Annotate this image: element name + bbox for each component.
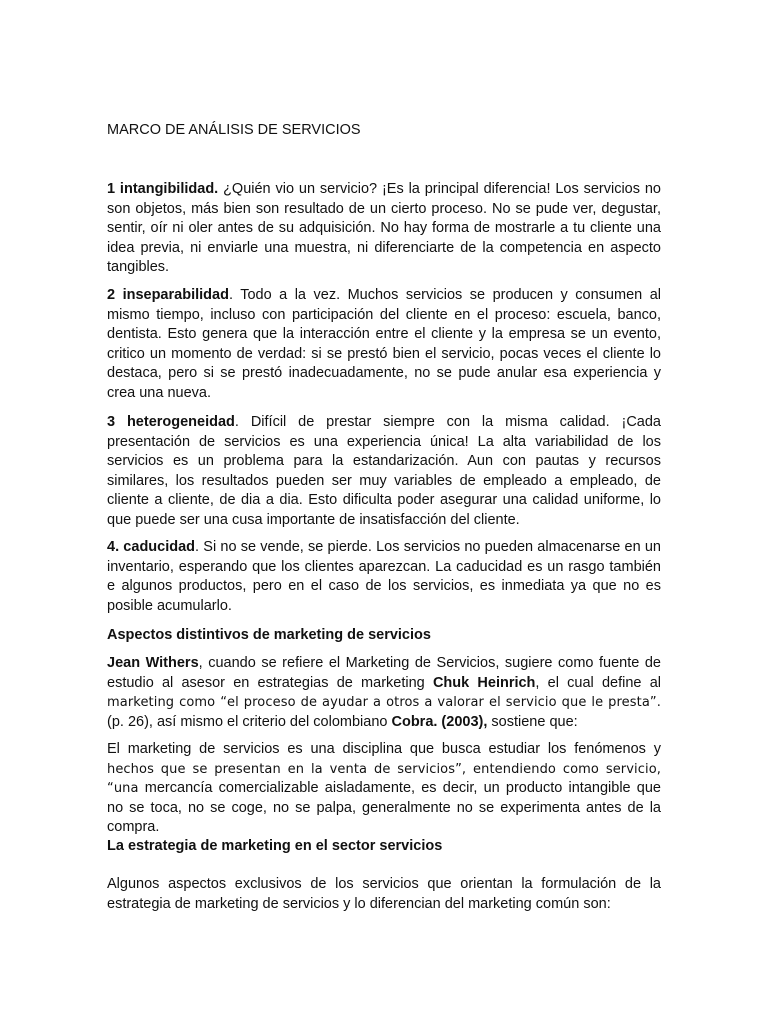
paragraph-inseparabilidad xyxy=(107,286,661,403)
paragraph-text: (p. 26), así mismo el criterio del colombiano xyxy=(107,713,392,730)
document-title: MARCO DE ANÁLISIS DE SERVICIOS xyxy=(107,122,361,138)
term-caducidad: 4. caducidad xyxy=(107,539,196,555)
paragraph-text: . Todo a la vez. Muchos servicios se producen y consumen al mismo tiempo, incluso con participación del cliente en el proceso: escuela, banco, dentista. Esto genera que la interacción entre el cliente y la empresa se un evento, critico un momento de verdad: si se prestó bien el servicio, pocas veces el cliente lo destaca, pero si se prestó inadecuadamente, no se pude anular esa experiencia y crea una nueva. xyxy=(107,287,661,401)
quote-text: hechos que se presentan en la venta de servicios”, entendiendo como servicio, “una xyxy=(107,761,661,796)
paragraph-text: sostiene que: xyxy=(487,713,578,730)
paragraph-aspectos-exclusivos: Algunos aspectos exclusivos de los servicios que orientan la formulación de la estrategia de marketing de servicios y lo diferencian del marketing común son: xyxy=(107,876,661,912)
paragraph-marketing-servicios xyxy=(107,740,661,838)
paragraph-text: El marketing de servicios es una disciplina que busca estudiar los fenómenos y xyxy=(107,741,661,757)
section-heading-aspectos: Aspectos distintivos de marketing de servicios xyxy=(107,627,431,643)
section-heading-estrategia: La estrategia de marketing en el sector servicios xyxy=(107,838,443,854)
paragraph-caducidad xyxy=(107,538,661,616)
quote-text: marketing como “el proceso de ayudar a otros a valorar el servicio que le presta”. xyxy=(107,695,661,710)
paragraph-text: , el cual define al xyxy=(535,674,661,691)
paragraph-text: mercancía comercializable aisladamente, es decir, un producto intangible que no se toca, no se coge, no se palpa, generalmente no se experimenta antes de la compra. xyxy=(107,780,661,835)
paragraph-text: , cuando se refiere el Marketing de Servicios, sugiere como fuente de estudio al asesor en estrategias de marketing xyxy=(107,655,661,691)
paragraph-text: ¿Quién vio un servicio? ¡Es la principal diferencia! Los servicios no son objetos, más bien son resultado de un cierto proceso. No se pude ver, degustar, sentir, oír ni oler antes de su adquisición. No hay forma de mostrarle a tu cliente una idea previa, ni enviarle una muestra, ni diferenciarte de la competencia en aspecto tangibles. xyxy=(107,181,661,275)
paragraph-intangibilidad xyxy=(107,180,661,278)
term-inseparabilidad: 2 inseparabilidad xyxy=(107,287,229,303)
paragraph-heterogeneidad xyxy=(107,413,661,530)
author-name: Cobra. (2003), xyxy=(391,713,488,730)
author-name: Jean Withers xyxy=(107,655,199,671)
paragraph-text: . Difícil de prestar siempre con la misma calidad. ¡Cada presentación de servicios es una experiencia única! La alta variabilidad de los servicios es un problema para la estandarización. Aun con pautas y recursos similares, los resultados pueden ser muy variables de empleado a empleado, de cliente a cliente, de dia a dia. Esto dificulta poder asegurar una calidad uniforme, lo que puede ser una cusa importante de insatisfacción del cliente. xyxy=(107,414,661,528)
term-intangibilidad: 1 intangibilidad. xyxy=(107,181,219,197)
term-heterogeneidad: 3 heterogeneidad xyxy=(107,414,235,430)
paragraph-text: . Si no se vende, se pierde. Los servicios no pueden almacenarse en un inventario, esperando que los clientes aparezcan. La caducidad es un rasgo también e algunos productos, pero en el caso de los servicios, es inmediata ya que no es posible acumularlo. xyxy=(107,539,661,614)
author-name: Chuk Heinrich xyxy=(432,674,536,691)
paragraph-withers xyxy=(107,654,661,732)
